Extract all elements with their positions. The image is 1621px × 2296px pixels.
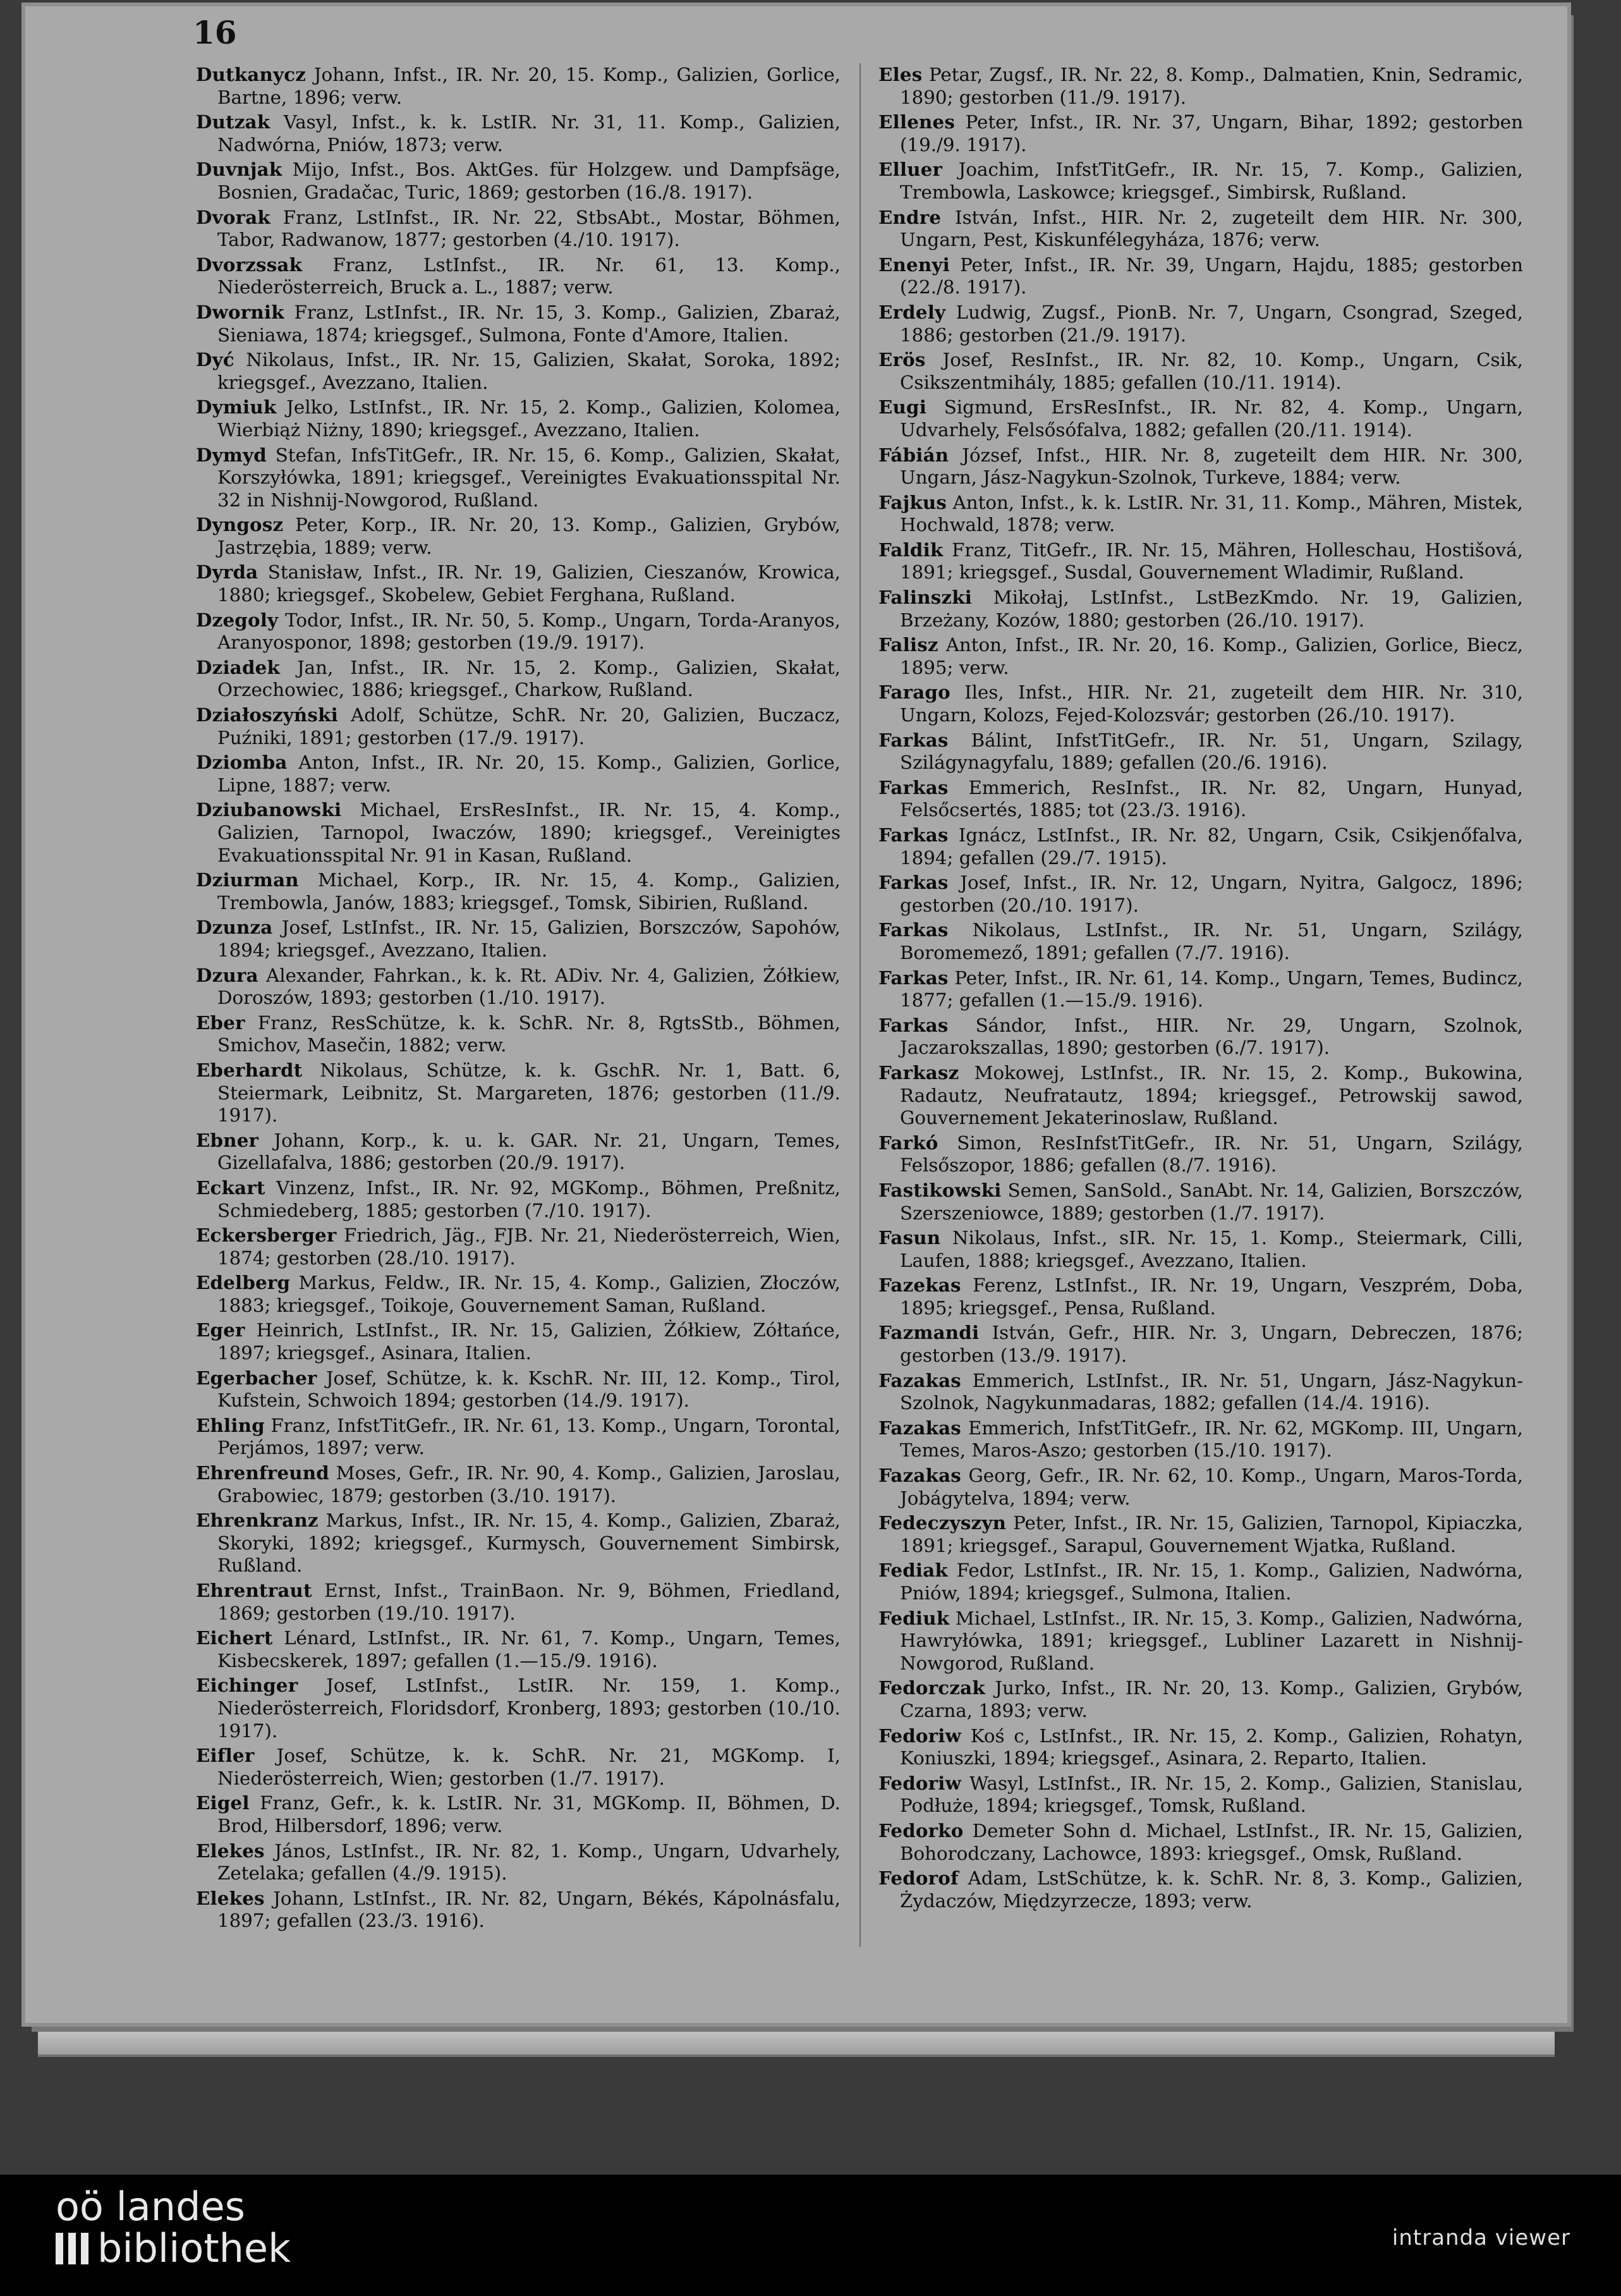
entry-name: Fazakas [878,1416,961,1439]
entry-name: Enenyi [878,253,950,276]
list-item [878,919,1523,964]
entry-name: Fazakas [878,1464,961,1487]
entry-name: Duvnjak [196,158,282,181]
left-column [196,63,841,1934]
entry-name: Farkas [878,1013,949,1036]
list-item [196,1129,841,1175]
list-item [196,1011,841,1057]
entry-name: Dvorak [196,205,270,228]
entry-name: Działoszyński [196,704,338,726]
entry-details: Moses, Gefr., IR. Nr. 90, 4. Komp., Galizien, Jaroslau, Grabowiec, 1879; gestorben (3./10. 1917). [217,1462,841,1506]
entry-name: Dutzak [196,111,270,133]
list-item [878,1867,1523,1912]
entry-name: Farkas [878,966,949,989]
entry-details: Peter, Infst., IR. Nr. 39, Ungarn, Hajdu, 1885; gestorben (22./8. 1917). [900,253,1523,298]
entry-name: Dziubanowski [196,798,342,821]
entry-details: Johann, Infst., IR. Nr. 20, 15. Komp., Galizien, Gorlice, Bartne, 1896; verw. [217,64,841,108]
entry-name: Elluer [878,158,943,181]
list-item [196,444,841,512]
entry-name: Erdely [878,300,946,323]
entry-details: Franz, ResSchütze, k. k. SchR. Nr. 8, RgtsStb., Böhmen, Smichov, Masečin, 1882; verw. [217,1011,841,1056]
entry-details: Bálint, InfstTitGefr., IR. Nr. 51, Ungarn, Szilagy, Szilágynagyfalu, 1889; gefallen (20./6. 1916). [900,729,1523,774]
list-item [196,348,841,394]
entry-details: Nikolaus, LstInfst., IR. Nr. 51, Ungarn, Szilágy, Boromemező, 1891; gefallen (7./7. 1916). [900,919,1523,963]
list-item [878,1132,1523,1177]
entry-name: Dwornik [196,300,284,323]
list-item [878,1559,1523,1604]
entry-details: Todor, Infst., IR. Nr. 50, 5. Komp., Ungarn, Torda-Aranyos, Aranyosponor, 1898; gestorben (19./9. 1917). [217,609,841,654]
list-item [196,206,841,252]
entry-name: Eichinger [196,1674,298,1697]
entry-details: Sigmund, ErsResInfst., IR. Nr. 82, 4. Komp., Ungarn, Udvarhely, Felsősófalva, 1882; gefallen (20./11. 1914). [900,396,1523,441]
list-item [196,609,841,654]
entry-name: Ehling [196,1414,265,1436]
entry-name: Dzegoly [196,608,279,631]
entry-name: Dyć [196,348,234,371]
list-item [196,1059,841,1127]
entry-name: Fazmandi [878,1321,980,1344]
list-item [196,301,841,346]
entry-name: Eles [878,63,923,85]
entry-details: Josef, ResInfst., IR. Nr. 82, 10. Komp., Ungarn, Csik, Csikszentmihály, 1885; gefallen (10./11. 1914). [900,349,1523,393]
entry-details: Josef, Infst., IR. Nr. 12, Ungarn, Nyitra, Galgocz, 1896; gestorben (20./10. 1917). [900,872,1523,916]
list-item [878,776,1523,822]
list-item [878,253,1523,299]
list-item [878,1464,1523,1510]
list-item [196,704,841,749]
entry-details: Wasyl, LstInfst., IR. Nr. 15, 2. Komp., Galizien, Stanislau, Podłuże, 1894; kriegsgef., Tomsk, Rußland. [900,1772,1523,1817]
list-item [878,1819,1523,1865]
logo-line-2: bibliothek [97,2225,291,2271]
entry-details: Michael, Korp., IR. Nr. 15, 4. Komp., Galizien, Trembowla, Janów, 1883; kriegsgef., Tomsk, Sibirien, Rußland. [217,869,841,913]
list-item [196,1271,841,1317]
list-item [878,1725,1523,1770]
entry-name: Elekes [196,1886,265,1909]
list-item [196,396,841,441]
entry-name: Dzura [196,963,258,986]
list-item [878,1417,1523,1462]
list-item [878,729,1523,774]
entry-details: Josef, LstInfst., LstIR. Nr. 159, 1. Komp., Niederösterreich, Floridsdorf, Kronberg, 1893; gestorben (10./10. 1917). [217,1675,841,1742]
list-item [878,348,1523,394]
entry-name: Dymiuk [196,396,277,418]
list-item [196,1462,841,1507]
entry-details: Franz, LstInfst., IR. Nr. 61, 13. Komp., Niederösterreich, Bruck a. L., 1887; verw. [217,253,841,298]
entry-details: Josef, Schütze, k. k. SchR. Nr. 21, MGKomp. I, Niederösterreich, Wien; gestorben (1./7. 1917). [217,1745,841,1789]
entry-name: Farkasz [878,1061,959,1084]
list-item [196,869,841,914]
list-item [196,1176,841,1222]
list-item [196,798,841,867]
entry-name: Farkas [878,776,949,798]
entry-name: Fediak [878,1559,948,1582]
list-item [196,751,841,797]
list-item [196,964,841,1010]
entry-name: Eugi [878,396,927,418]
entry-details: Jan, Infst., IR. Nr. 15, 2. Komp., Galizien, Skałat, Orzechowiec, 1886; kriegsgef., Charkow, Rußland. [217,656,841,701]
entry-name: Ellenes [878,111,956,133]
list-item [878,1369,1523,1415]
list-item [196,1840,841,1885]
list-item [196,1674,841,1742]
entry-details: Michael, LstInfst., IR. Nr. 15, 3. Komp., Galizien, Nadwórna, Hawryłówka, 1891; kriegsgef., Lubliner Lazarett in Nishnij-Nowgorod, Rußland. [900,1607,1523,1674]
entry-details: Franz, LstInfst., IR. Nr. 22, StbsAbt., Mostar, Böhmen, Tabor, Radwanow, 1877; gestorben (4./10. 1917). [217,206,841,251]
entry-name: Eigel [196,1792,250,1814]
entry-details: Iles, Infst., HIR. Nr. 21, zugeteilt dem HIR. Nr. 310, Ungarn, Kolozs, Fejed-Kolozsvár; gestorben (26./10. 1917). [900,681,1523,726]
list-item [196,513,841,559]
list-item [196,916,841,962]
entry-details: Stefan, InfsTitGefr., IR. Nr. 15, 6. Komp., Galizien, Skałat, Korszyłówka, 1891; kriegsgef., Vereinigtes Evakuationsspital Nr. 32 in Nishnij-Nowgorod, Rußland. [217,444,841,511]
entry-details: Franz, TitGefr., IR. Nr. 15, Mähren, Holleschau, Hostišová, 1891; kriegsgef., Susdal, Gouvernement Wladimir, Rußland. [900,539,1523,583]
entry-details: Mijo, Infst., Bos. AktGes. für Holzgew. und Dampfsäge, Bosnien, Gradačac, Turic, 1869; gestorben (16./8. 1917). [217,159,841,203]
list-item [196,561,841,606]
viewer-label: intranda viewer [1392,2225,1570,2250]
list-item [196,1627,841,1672]
entry-details: Petar, Zugsf., IR. Nr. 22, 8. Komp., Dalmatien, Knin, Sedramic, 1890; gestorben (11./9. 1917). [900,64,1523,108]
list-item [878,1274,1523,1319]
entry-name: Ehrenkranz [196,1509,319,1532]
entry-name: Dziomba [196,751,288,774]
entry-name: Dziurman [196,869,299,891]
entry-name: Fedoriw [878,1771,962,1794]
list-item [878,444,1523,489]
entry-details: Peter, Infst., IR. Nr. 15, Galizien, Tarnopol, Kipiaczka, 1891; kriegsgef., Sarapul, Gouvernement Wjatka, Rußland. [900,1512,1523,1556]
entry-name: Farkas [878,871,949,894]
list-item [196,1744,841,1790]
entry-details: Emmerich, LstInfst., IR. Nr. 51, Ungarn, Jász-Nagykun-Szolnok, Nagykunmadaras, 1882; gefallen (14./4. 1916). [900,1369,1523,1414]
entry-details: Josef, LstInfst., IR. Nr. 15, Galizien, Borszczów, Sapohów, 1894; kriegsgef., Avezzano, Italien. [217,917,841,961]
list-item [878,491,1523,537]
entry-details: Stanisław, Infst., IR. Nr. 19, Galizien, Cieszanów, Krowica, 1880; kriegsgef., Skobelew, Gebiet Ferghana, Rußland. [217,561,841,606]
entry-details: Franz, LstInfst., IR. Nr. 15, 3. Komp., Galizien, Zbaraż, Sieniawa, 1874; kriegsgef., Sulmona, Fonte d'Amore, Italien. [217,301,841,346]
entry-details: Fedor, LstInfst., IR. Nr. 15, 1. Komp., Galizien, Nadwórna, Pniów, 1894; kriegsgef., Sulmona, Italien. [900,1560,1523,1604]
list-item [878,158,1523,204]
entry-details: Markus, Feldw., IR. Nr. 15, 4. Komp., Galizien, Złoczów, 1883; kriegsgef., Toikoje, Gouvernement Saman, Rußland. [217,1272,841,1316]
entry-name: Falinszki [878,586,973,609]
entry-name: Eichert [196,1627,273,1649]
entry-name: Egerbacher [196,1366,317,1389]
entry-details: József, Infst., HIR. Nr. 8, zugeteilt dem HIR. Nr. 300, Ungarn, Jász-Nagykun-Szolnok, Turkeve, 1884; verw. [900,444,1523,489]
entry-details: Franz, InfstTitGefr., IR. Nr. 61, 13. Komp., Ungarn, Torontal, Perjámos, 1897; verw. [217,1414,841,1459]
entry-details: Semen, SanSold., SanAbt. Nr. 14, Galizien, Borszczów, Szerszeniowce, 1889; gestorben (1./7. 1917). [900,1179,1523,1224]
list-item [878,1511,1523,1557]
logo-bars-icon [56,2233,88,2264]
list-item [878,396,1523,441]
entry-name: Fedorczak [878,1676,985,1699]
entry-details: Michael, ErsResInfst., IR. Nr. 15, 4. Komp., Galizien, Tarnopol, Iwaczów, 1890; kriegsgef., Vereinigtes Evakuationsspital Nr. 91 in Kasan, Rußland. [217,799,841,866]
list-item [196,1367,841,1412]
entry-details: Emmerich, ResInfst., IR. Nr. 82, Ungarn, Hunyad, Felsőcsertés, 1885; tot (23./3. 1916). [900,776,1523,821]
entry-details: Adolf, Schütze, SchR. Nr. 20, Galizien, Buczacz, Puźniki, 1891; gestorben (17./9. 1917). [217,704,841,748]
entry-name: Dvorzssak [196,253,303,276]
entry-name: Dyngosz [196,513,284,536]
list-item [878,1014,1523,1059]
entry-details: Anton, Infst., k. k. LstIR. Nr. 31, 11. Komp., Mähren, Mistek, Hochwald, 1878; verw. [900,491,1523,536]
list-item [196,158,841,204]
entry-name: Erös [878,348,926,371]
entry-name: Farkas [878,919,949,941]
entry-name: Ehrenfreund [196,1462,329,1484]
entry-name: Dzunza [196,916,273,939]
list-item [878,681,1523,726]
entry-details: István, Gefr., HIR. Nr. 3, Ungarn, Debreczen, 1876; gestorben (13./9. 1917). [900,1322,1523,1367]
entry-details: Friedrich, Jäg., FJB. Nr. 21, Niederösterreich, Wien, 1874; gestorben (28./10. 1917). [217,1224,841,1269]
entry-details: Mikołaj, LstInfst., LstBezKmdo. Nr. 19, Galizien, Brzeżany, Kozów, 1880; gestorben (26./10. 1917). [900,587,1523,631]
entry-details: Demeter Sohn d. Michael, LstInfst., IR. Nr. 15, Galizien, Bohorodczany, Lachowce, 1893: kriegsgef., Omsk, Rußland. [900,1819,1523,1864]
entry-details: Ernst, Infst., TrainBaon. Nr. 9, Böhmen, Friedland, 1869; gestorben (19./10. 1917). [217,1580,841,1624]
entry-details: Vasyl, Infst., k. k. LstIR. Nr. 31, 11. Komp., Galizien, Nadwórna, Pniów, 1873; verw. [217,111,841,156]
entry-name: Dziadek [196,656,280,678]
entry-details: Adam, LstSchütze, k. k. SchR. Nr. 8, 3. Komp., Galizien, Żydaczów, Międzyrzecze, 1893; verw. [900,1867,1523,1912]
entry-name: Farkas [878,728,949,751]
entry-name: Ehrentraut [196,1579,312,1601]
entry-name: Farkas [878,824,949,846]
entry-name: Dymyd [196,443,267,466]
entry-details: Simon, ResInfstTitGefr., IR. Nr. 51, Ungarn, Szilágy, Felsőszopor, 1886; gefallen (8./7. 1916). [900,1132,1523,1176]
entry-details: Joachim, InfstTitGefr., IR. Nr. 15, 7. Komp., Galizien, Trembowla, Laskowce; kriegsgef., Simbirsk, Rußland. [900,159,1523,203]
page-number: 16 [193,14,237,51]
entry-name: Dutkanycz [196,63,307,85]
entry-details: Nikolaus, Infst., IR. Nr. 15, Galizien, Skałat, Soroka, 1892; kriegsgef., Avezzano, Italien. [217,349,841,393]
entry-details: Vinzenz, Infst., IR. Nr. 92, MGKomp., Böhmen, Preßnitz, Schmiedeberg, 1885; gestorben (7./10. 1917). [217,1176,841,1221]
entry-details: Josef, Schütze, k. k. KschR. Nr. III, 12. Komp., Tirol, Kufstein, Schwoich 1894; gestorben (14./9. 1917). [217,1367,841,1412]
list-item [196,63,841,109]
list-item [196,1887,841,1933]
right-column [878,63,1523,1914]
list-item [878,1321,1523,1367]
list-item [878,301,1523,346]
list-item [878,539,1523,584]
logo-line-1: oö landes [56,2183,245,2230]
entry-name: Eckersberger [196,1224,337,1247]
list-item [878,633,1523,679]
list-item [878,111,1523,156]
entry-details: Peter, Infst., IR. Nr. 61, 14. Komp., Ungarn, Temes, Budincz, 1877; gefallen (1.—15./9. 1916). [900,967,1523,1011]
entry-details: János, LstInfst., IR. Nr. 82, 1. Komp., Ungarn, Udvarhely, Zetelaka; gefallen (4./9. 1915). [217,1840,841,1884]
entry-details: Jelko, LstInfst., IR. Nr. 15, 2. Komp., Galizien, Kolomea, Wierbiąż Niżny, 1890; kriegsgef., Avezzano, Italien. [217,396,841,441]
entry-name: Falisz [878,633,938,656]
list-item [196,253,841,299]
entry-name: Fedorko [878,1819,964,1841]
entry-name: Eberhardt [196,1058,303,1081]
entry-details: Ludwig, Zugsf., PionB. Nr. 7, Ungarn, Csongrad, Szeged, 1886; gestorben (21./9. 1917). [900,301,1523,346]
entry-details: Anton, Infst., IR. Nr. 20, 15. Komp., Galizien, Gorlice, Lipne, 1887; verw. [217,752,841,796]
entry-details: Anton, Infst., IR. Nr. 20, 16. Komp., Galizien, Gorlice, Biecz, 1895; verw. [900,634,1523,678]
entry-details: Markus, Infst., IR. Nr. 15, 4. Komp., Galizien, Zbaraż, Skoryki, 1892; kriegsgef., Kurmysch, Gouvernement Simbirsk, Rußland. [217,1510,841,1577]
entry-details: Peter, Infst., IR. Nr. 37, Ungarn, Bihar, 1892; gestorben (19./9. 1917). [900,111,1523,156]
library-logo[interactable] [56,2183,291,2271]
entry-name: Fedeczyszyn [878,1511,1007,1534]
entry-details: Alexander, Fahrkan., k. k. Rt. ADiv. Nr. 4, Galizien, Żółkiew, Doroszów, 1893; gestorben (1./10. 1917). [217,964,841,1009]
entry-details: Heinrich, LstInfst., IR. Nr. 15, Galizien, Żółkiew, Zółtańce, 1897; kriegsgef., Asinara, Italien. [217,1319,841,1364]
entry-name: Elekes [196,1839,265,1862]
entry-details: István, Infst., HIR. Nr. 2, zugeteilt dem HIR. Nr. 300, Ungarn, Pest, Kiskunfélegyháza, 1876; verw. [900,206,1523,251]
entry-name: Fastikowski [878,1178,1002,1201]
list-item [878,1607,1523,1675]
entry-name: Fazakas [878,1369,961,1391]
entry-name: Ebner [196,1128,259,1151]
entry-details: Ignácz, LstInfst., IR. Nr. 82, Ungarn, Csik, Csikjenőfalva, 1894; gefallen (29./7. 1915). [900,824,1523,869]
entry-name: Fediuk [878,1606,950,1629]
entry-details: Franz, Gefr., k. k. LstIR. Nr. 31, MGKomp. II, Böhmen, D. Brod, Hilbersdorf, 1896; verw. [217,1792,841,1836]
entry-name: Fábián [878,443,949,466]
list-item [878,967,1523,1012]
list-item [878,1179,1523,1224]
list-item [196,1414,841,1460]
entry-name: Farago [878,681,950,704]
entry-name: Eger [196,1319,245,1341]
entry-details: Nikolaus, Infst., sIR. Nr. 15, 1. Komp., Steiermark, Cilli, Laufen, 1888; kriegsgef., Avezzano, Italien. [900,1227,1523,1271]
list-item [196,1579,841,1625]
list-item [196,656,841,702]
list-item [878,1061,1523,1130]
entry-name: Fedoriw [878,1724,962,1747]
list-item [878,824,1523,869]
entry-details: Peter, Korp., IR. Nr. 20, 13. Komp., Galizien, Grybów, Jastrzębia, 1889; verw. [217,514,841,558]
list-item [878,63,1523,109]
list-item [196,1792,841,1837]
entry-details: Ferenz, LstInfst., IR. Nr. 19, Ungarn, Veszprém, Doba, 1895; kriegsgef., Pensa, Rußland. [900,1274,1523,1319]
entry-name: Fasun [878,1226,941,1249]
entry-details: Georg, Gefr., IR. Nr. 62, 10. Komp., Ungarn, Maros-Torda, Jobágytelva, 1894; verw. [900,1465,1523,1509]
list-item [878,586,1523,632]
entry-details: Johann, LstInfst., IR. Nr. 82, Ungarn, Békés, Kápolnásfalu, 1897; gefallen (23./3. 1916). [217,1887,841,1932]
entry-name: Farkó [878,1131,938,1154]
column-divider [859,63,861,1947]
list-item [878,1226,1523,1272]
list-item [878,206,1523,252]
entry-details: Nikolaus, Schütze, k. k. GschR. Nr. 1, Batt. 6, Steiermark, Leibnitz, St. Margareten, 1876; gestorben (11./9. 1917). [217,1059,841,1127]
entry-details: Mokowej, LstInfst., IR. Nr. 15, 2. Komp., Bukowina, Radautz, Neufratautz, 1894; kriegsgef., Petrowskij sawod, Gouvernement Jekaterinoslaw, Rußland. [900,1061,1523,1129]
entry-name: Edelberg [196,1271,291,1294]
entry-details: Johann, Korp., k. u. k. GAR. Nr. 21, Ungarn, Temes, Gizellafalva, 1886; gestorben (20./9. 1917). [217,1129,841,1174]
entry-name: Dyrda [196,561,258,583]
list-item [878,871,1523,917]
entry-name: Eckart [196,1176,265,1199]
entry-details: Jurko, Infst., IR. Nr. 20, 13. Komp., Galizien, Grybów, Czarna, 1893; verw. [900,1677,1523,1721]
entry-details: Emmerich, InfstTitGefr., IR. Nr. 62, MGKomp. III, Ungarn, Temes, Maros-Aszo; gestorben (15./10. 1917). [900,1417,1523,1462]
list-item [196,1319,841,1364]
entry-details: Koś c, LstInfst., IR. Nr. 15, 2. Komp., Galizien, Rohatyn, Koniuszki, 1894; kriegsgef., Asinara, 2. Reparto, Italien. [900,1725,1523,1769]
list-item [878,1772,1523,1817]
entry-name: Fajkus [878,491,947,513]
entry-name: Endre [878,205,942,228]
list-item [196,111,841,156]
entry-details: Lénard, LstInfst., IR. Nr. 61, 7. Komp., Ungarn, Temes, Kisbecskerek, 1897; gefallen (1.—15./9. 1916). [217,1627,841,1671]
entry-name: Faldik [878,538,944,561]
list-item [196,1224,841,1269]
entry-name: Eifler [196,1744,255,1767]
list-item [878,1676,1523,1722]
entry-details: Sándor, Infst., HIR. Nr. 29, Ungarn, Szolnok, Jaczarokszallas, 1890; gestorben (6./7. 1917). [900,1014,1523,1059]
entry-name: Fazekas [878,1274,961,1297]
entry-name: Eber [196,1011,245,1034]
entry-name: Fedorof [878,1867,959,1890]
list-item [196,1509,841,1577]
